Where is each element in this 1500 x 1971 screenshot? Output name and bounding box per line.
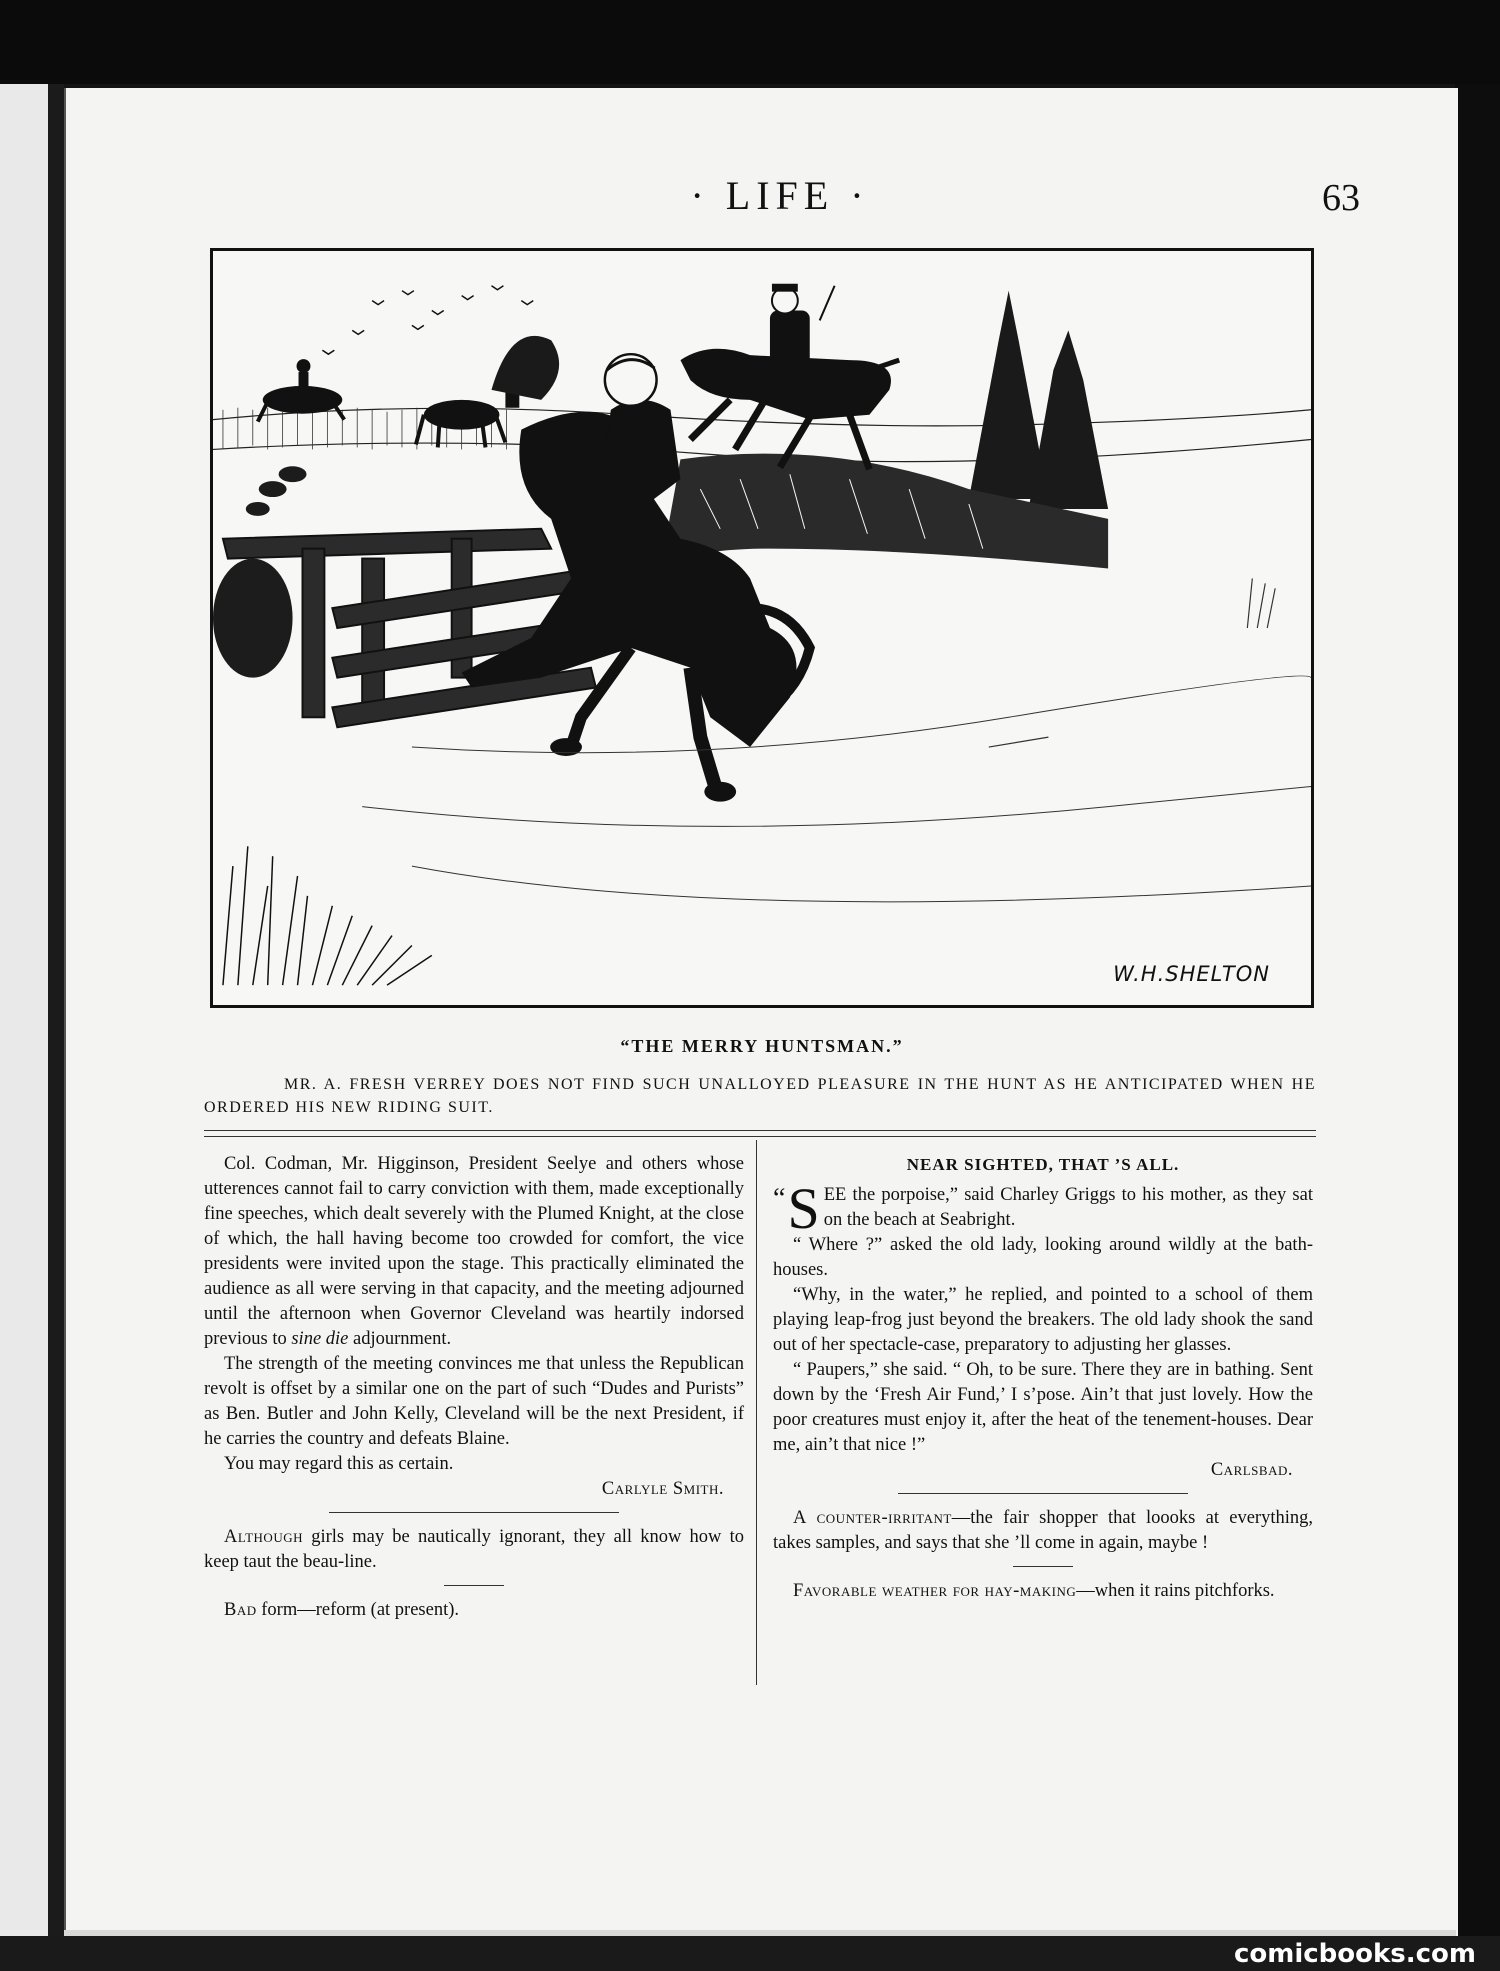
left-rule-2: [444, 1585, 504, 1586]
right-paragraph-1: [773, 1176, 1313, 1241]
left-squib-2-lead: Bad: [224, 1600, 257, 1620]
left-p1-italic: sine die: [291, 1329, 349, 1349]
right-paragraph-2: “ Where ?” asked the old lady, looking around wildly at the bath-houses.: [773, 1235, 1313, 1280]
right-squib-1-lead: A counter-irritant: [793, 1508, 952, 1528]
article-title: NEAR SIGHTED, THAT ’S ALL.: [906, 1155, 1180, 1174]
page-number: 63: [1322, 177, 1360, 219]
section-double-rule: [204, 1130, 1316, 1137]
left-squib-1-lead: Although: [224, 1527, 303, 1547]
left-page-sliver: [0, 84, 52, 1944]
left-squib-2-text: form—reform (at present).: [256, 1600, 460, 1620]
drop-cap: S: [787, 1176, 820, 1241]
left-p1-text: Col. Codman, Mr. Higginson, President Seelye and others whose utterences cannot fail to carry conviction with them, made exceptionally fine speeches, which dealt severely with the Plumed Knight, at the close of which, the hall having become too crowded for comfort, the vice presidents were invited upon the stage. This practically eliminated the audience as all were serving in that capacity, and the meeting adjourned until the afternoon when Governor Cleveland was heartily indorsed previous to: [204, 1154, 744, 1349]
left-signature: Carlyle Smith.: [601, 1479, 724, 1499]
caption-body: MR. A. FRESH VERREY DOES NOT FIND SUCH UNALLOYED PLEASURE IN THE HUNT AS HE ANTICIPATED WHEN HE ORDERED HIS NEW RIDING SUIT.: [204, 1076, 1316, 1116]
masthead: · LIFE ·: [690, 173, 870, 218]
hunt-illustration: [210, 248, 1314, 1008]
right-rule-2: [1013, 1566, 1073, 1567]
column-divider: [756, 1140, 757, 1685]
left-paragraph-1: [204, 1152, 744, 1352]
right-squib-2-lead: Favorable weather for hay-making: [793, 1581, 1077, 1601]
site-watermark: comicbooks.com: [1233, 1939, 1476, 1969]
artist-signature: W.H.SHELTON: [1113, 962, 1270, 986]
right-paragraph-4: “ Paupers,” she said. “ Oh, to be sure. There they are in bathing. Sent down by the ‘Fresh Air Fund,’ I s’pose. Ain’t that just lovely. How the poor creatures must enjoy it, after the heat of the tenement-houses. Dear me, ain’t that nice !”: [773, 1360, 1313, 1455]
right-rule-1: [898, 1493, 1188, 1494]
binding-gutter: [48, 84, 64, 1944]
scan-right-edge: [1455, 84, 1500, 1971]
left-squib-1: [204, 1525, 744, 1575]
left-squib-2: [204, 1598, 744, 1623]
right-squib-2: [773, 1579, 1313, 1604]
right-paragraph-3: “Why, in the water,” he replied, and pointed to a school of them playing leap-frog just beyond the breakers. The old lady shook the sand out of her spectacle-case, preparatory to adjusting her glasses.: [773, 1285, 1313, 1355]
left-paragraph-2: The strength of the meeting convinces me that unless the Republican revolt is offset by a similar one on the part of such “Dudes and Purists” as Ben. Butler and John Kelly, Cleveland will be the next President, if he carries the country and defeats Blaine.: [204, 1354, 744, 1449]
left-p1-tail: adjournment.: [348, 1329, 452, 1349]
open-quote: “: [773, 1183, 786, 1214]
right-squib-2-text: —when it rains pitchforks.: [1076, 1581, 1275, 1601]
illustration-drawing: [213, 251, 1311, 1005]
right-squib-1-text: —the fair shopper that loooks at everything, takes samples, and says that she ’ll come in again, maybe !: [773, 1508, 1313, 1553]
right-squib-1: [773, 1506, 1313, 1556]
scan-top-edge: [0, 0, 1500, 84]
left-squib-1-text: girls may be nautically ignorant, they all know how to keep taut the beau-line.: [204, 1527, 744, 1572]
left-column: [204, 1152, 744, 1623]
left-rule-1: [329, 1512, 619, 1513]
left-paragraph-3: You may regard this as certain.: [224, 1454, 454, 1474]
right-signature: Carlsbad.: [1210, 1460, 1293, 1480]
right-column: [773, 1152, 1313, 1604]
right-p1-text: EE the porpoise,” said Charley Griggs to his mother, as they sat on the beach at Seabright.: [823, 1185, 1313, 1230]
caption-title: “THE MERRY HUNTSMAN.”: [620, 1036, 904, 1056]
